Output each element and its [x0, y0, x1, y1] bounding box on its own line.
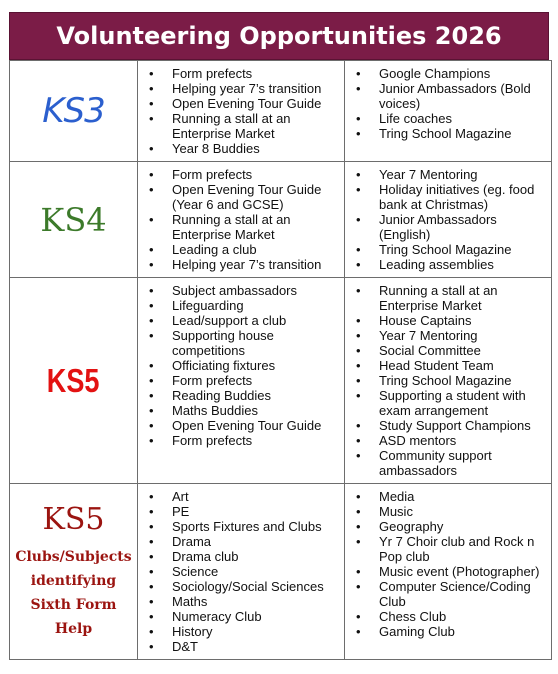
list-item: • Form prefects [172, 66, 344, 81]
list-item: • Open Evening Tour Guide [172, 96, 344, 111]
list-item: • Maths Buddies [172, 403, 344, 418]
list-item: • Tring School Magazine [379, 242, 551, 257]
opportunities-column-1 [138, 61, 345, 162]
list-item: • Media [379, 489, 551, 504]
list-item: • Lead/support a club [172, 313, 344, 328]
table-row-ks5 [10, 278, 552, 484]
list-item: • Reading Buddies [172, 388, 344, 403]
row-label-cell [10, 61, 138, 162]
list-item: • Community support ambassadors [379, 448, 551, 478]
list-item: • Lifeguarding [172, 298, 344, 313]
ks5-sublabel-line: identifying [30, 573, 117, 589]
list-item: • Leading assemblies [379, 257, 551, 272]
list-item: • Running a stall at an Enterprise Market [172, 212, 344, 242]
list-item: • Head Student Team [379, 358, 551, 373]
list-item: • Maths [172, 594, 344, 609]
list-item: • Year 7 Mentoring [379, 328, 551, 343]
ks5-clubs-label: KS5 [42, 502, 105, 537]
ks5-sublabel-line: Clubs/Subjects [15, 549, 132, 565]
list-item: • Art [172, 489, 344, 504]
list-item: • Holiday initiatives (eg. food bank at Christmas) [379, 182, 551, 212]
ks5-sublabel-line: Help [54, 621, 93, 637]
list-item: • Tring School Magazine [379, 126, 551, 141]
ks4-label: KS4 [40, 200, 107, 239]
opportunities-column-2 [345, 278, 552, 484]
list-item: • Music [379, 504, 551, 519]
list-item: • House Captains [379, 313, 551, 328]
list-item: • Officiating fixtures [172, 358, 344, 373]
list-item: • Tring School Magazine [379, 373, 551, 388]
list-item: • Sports Fixtures and Clubs [172, 519, 344, 534]
list-item: • Gaming Club [379, 624, 551, 639]
opportunities-table [9, 60, 552, 660]
list-item: • Chess Club [379, 609, 551, 624]
row-label-cell [10, 162, 138, 278]
list-item: • Supporting house competitions [172, 328, 344, 358]
list-item: • Leading a club [172, 242, 344, 257]
ks3-label: KS3 [42, 91, 105, 131]
list-item: • Running a stall at an Enterprise Market [172, 111, 344, 141]
list-item: • Year 7 Mentoring [379, 167, 551, 182]
opportunity-list [345, 61, 551, 145]
list-item: • D&T [172, 639, 344, 654]
list-item: • Helping year 7’s transition [172, 257, 344, 272]
page-title: Volunteering Opportunities 2026 [9, 12, 549, 60]
list-item: • Social Committee [379, 343, 551, 358]
opportunities-column-2 [345, 61, 552, 162]
opportunities-column-1 [138, 162, 345, 278]
opportunities-column-2 [345, 162, 552, 278]
opportunities-column-1 [138, 484, 345, 660]
row-label-cell [10, 278, 138, 484]
opportunity-list [345, 278, 551, 482]
list-item: • Computer Science/Coding Club [379, 579, 551, 609]
list-item: • Junior Ambassadors (Bold voices) [379, 81, 551, 111]
list-item: • Open Evening Tour Guide (Year 6 and GCSE) [172, 182, 344, 212]
list-item: • Form prefects [172, 433, 344, 448]
list-item: • History [172, 624, 344, 639]
list-item: • Life coaches [379, 111, 551, 126]
ks5-label: KS5 [47, 361, 100, 399]
list-item: • Year 8 Buddies [172, 141, 344, 156]
volunteering-sheet [9, 12, 549, 660]
opportunity-list [138, 162, 344, 276]
row-label-cell [10, 484, 138, 660]
list-item: • Google Champions [379, 66, 551, 81]
opportunity-list [138, 61, 344, 160]
list-item: • Subject ambassadors [172, 283, 344, 298]
opportunity-list [345, 484, 551, 643]
list-item: • Drama [172, 534, 344, 549]
list-item: • Yr 7 Choir club and Rock n Pop club [379, 534, 551, 564]
ks5-sublabel-line: Sixth Form [30, 597, 117, 613]
list-item: • Study Support Champions [379, 418, 551, 433]
list-item: • Running a stall at an Enterprise Market [379, 283, 551, 313]
list-item: • Sociology/Social Sciences [172, 579, 344, 594]
list-item: • Music event (Photographer) [379, 564, 551, 579]
list-item: • PE [172, 504, 344, 519]
table-row-ks5-clubs [10, 484, 552, 660]
list-item: • Science [172, 564, 344, 579]
opportunities-column-2 [345, 484, 552, 660]
list-item: • Junior Ambassadors (English) [379, 212, 551, 242]
opportunity-list [138, 278, 344, 452]
list-item: • Open Evening Tour Guide [172, 418, 344, 433]
opportunity-list [345, 162, 551, 276]
table-row-ks3 [10, 61, 552, 162]
list-item: • Numeracy Club [172, 609, 344, 624]
list-item: • Helping year 7’s transition [172, 81, 344, 96]
list-item: • Form prefects [172, 373, 344, 388]
list-item: • Form prefects [172, 167, 344, 182]
opportunities-column-1 [138, 278, 345, 484]
list-item: • Geography [379, 519, 551, 534]
opportunity-list [138, 484, 344, 658]
list-item: • Supporting a student with exam arrangement [379, 388, 551, 418]
list-item: • Drama club [172, 549, 344, 564]
table-row-ks4 [10, 162, 552, 278]
list-item: • ASD mentors [379, 433, 551, 448]
